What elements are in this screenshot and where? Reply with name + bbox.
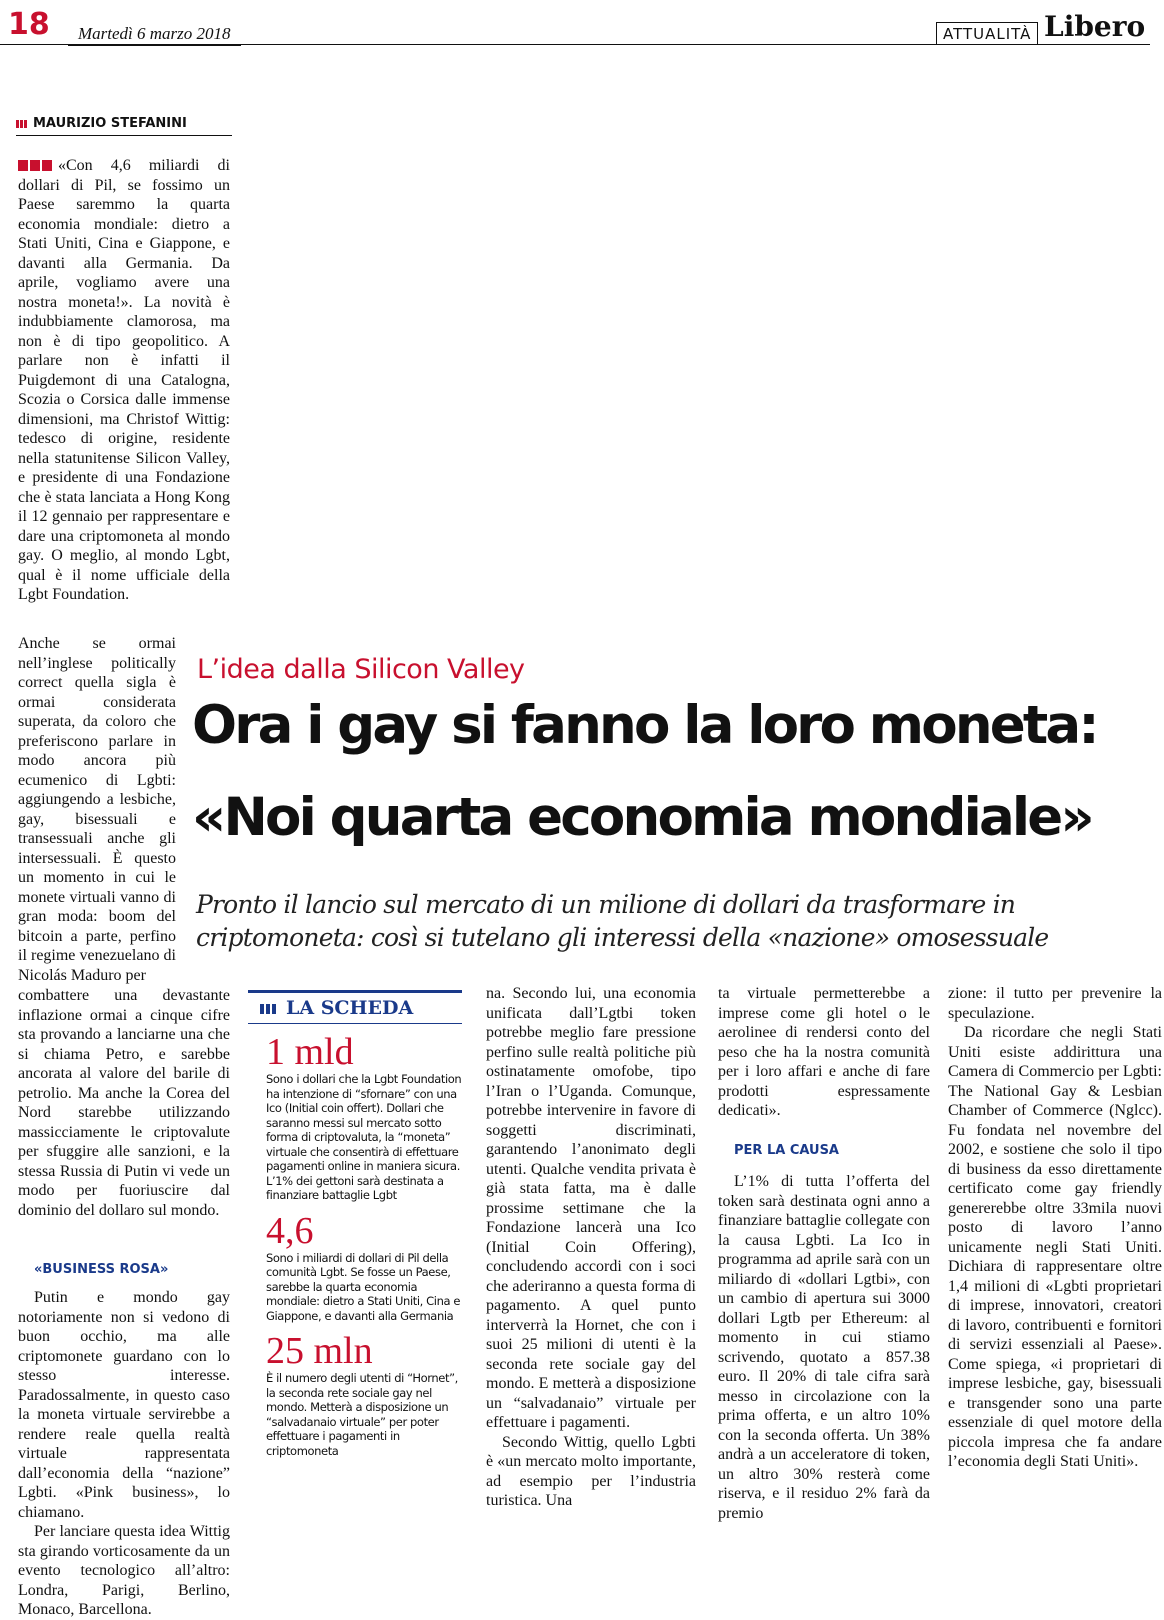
author-byline <box>16 116 232 136</box>
info-box-title-text: LA SCHEDA <box>286 997 414 1019</box>
body-column-5 <box>948 984 1162 1472</box>
stat-text: Sono i miliardi di dollari di Pil della comunità Lgbt. Se fosse un Paese, sarebbe la quarta economia mondiale: dietro a Stati Uniti, Cina e Giappone, e davanti alla Germania <box>266 1250 461 1323</box>
body-paragraph: L’1% di tutta l’offerta del token sarà destinata ogni anno a finanziare battaglie collegate con la causa Lgbti. La Ico in programma ad aprile sarà con un miliardo di «dollari Lgtbi», con un cambio di apertura sui 3000 dollari Lgtb per Ethereum: al momento in cui stiamo scrivendo, quotato a 857.38 euro. Il 20% di tale cifra sarà messo in circolazione con la prima offerta, e un altro 10% con la seconda offerta. Un 38% andrà a un acceleratore di token, un altro 30% resterà come riserva, e il residuo 2% farà da premio <box>718 1173 930 1522</box>
body-text: combattere una devastante inflazione ormai a cinque cifre sta provando a lanciarne una che si chiama Petro, e sarebbe ancorata al valore del barile di petrolio. Ma anche la Corea del Nord starebbe utilizzando massicciamente le criptovalute per sfuggire alle sanzioni, e la stessa Russia di Putin vi vede un modo per fuoriuscire dal dominio del dollaro sul mondo. <box>18 987 230 1219</box>
body-text: Anche se ormai nell’inglese politically correct quella sigla è ormai considerata superata, da coloro che preferiscono parlare in modo ancora più ecumenico di Lgbti: aggiungendo a lesbiche, gay, bisessuali e transessuali anche gli intersessuali. È questo un momento in cui le monete virtuali vanno di gran moda: boom del bitcoin a parte, perfino il regime venezuelano di Nicolás Maduro per <box>18 635 176 984</box>
deck: Pronto il lancio sul mercato di un milione di dollari da trasformare in criptomoneta: così si tutelano gli interessi della «nazione» omosessuale <box>196 890 1049 952</box>
stat-text: È il numero degli utenti di “Hornet”, la seconda rete sociale gay nel mondo. Metterà a disposizione un “salvadanaio virtuale” per poter effettuare i pagamenti in criptomoneta <box>266 1371 458 1458</box>
headline-line-1: Ora i gay si fanno la loro moneta: <box>192 695 1097 756</box>
subhead: «BUSINESS ROSA» <box>34 1262 169 1277</box>
body-column-1-middle <box>18 986 230 1220</box>
body-column-1-bottom <box>18 1288 230 1618</box>
subhead: PER LA CAUSA <box>734 1143 839 1158</box>
stat-number: 4,6 <box>266 1209 314 1252</box>
kicker: L’idea dalla Silicon Valley <box>197 654 525 685</box>
body-column-4-top <box>718 984 930 1121</box>
author-name: MAURIZIO STEFANINI <box>33 116 187 131</box>
body-paragraph: Putin e mondo gay notoriamente non si vedono di buon occhio, ma alle criptomonete guardano con lo stesso interesse. Paradossalmente, in questo caso la moneta virtuale servirebbe a rendere reale quella realtà virtuale rappresentata dall’economia della “nazione” Lgbti. «Pink business», lo chiamano. <box>18 1289 230 1521</box>
body-paragraph: ta virtuale permetterebbe a imprese come gli hotel o le aerolinee di rendersi conto del peso che ha la nostra comunità per i loro affari e anche di fare prodotti espressamente dedicati». <box>718 985 930 1119</box>
body-text: «Con 4,6 miliardi di dollari di Pil, se fossimo un Paese saremmo la quarta economia mondiale: dietro a Stati Uniti, Cina e Giappone, e davanti alla Germania. Da aprile, vogliamo avere una nostra moneta!». La novità è indubbiamente clamorosa, ma non è di tipo geopolitico. A parlare non è infatti il Puigdemont di una Catalogna, Scozia o Corsica dalle immense dimensioni, ma Christof Wittig: tedesco di origine, residente nella statunitense Silicon Valley, e presidente di una Fondazione che è stata lanciata a Hong Kong il 12 gennaio per rappresentare e dare una criptomoneta al mondo gay. O meglio, al mondo Lgbt, qual è il nome ufficiale della Lgbt Foundation. <box>18 157 230 603</box>
header-rule <box>0 44 1150 45</box>
lead-squares-icon <box>18 160 52 171</box>
stat-number: 25 mln <box>266 1330 373 1372</box>
body-column-4-bottom <box>718 1172 930 1600</box>
square-dots-icon <box>16 120 28 128</box>
body-column-1-top <box>18 156 230 605</box>
body-column-3 <box>486 984 696 1600</box>
info-box-title <box>248 990 462 1024</box>
page-number: 18 <box>8 7 50 42</box>
body-paragraph: Per lanciare questa idea Wittig sta girando vorticosamente da un evento tecnologico all’altro: Londra, Parigi, Berlino, Monaco, Barcellona. <box>18 1523 230 1618</box>
stat-item <box>248 1331 462 1458</box>
stat-item <box>248 1211 462 1324</box>
body-paragraph: na. Secondo lui, una economia unificata dall’Lgtbi token potrebbe meglio fare pressione perfino sulle realtà politiche più ostinatamente omofobe, tipo l’Iran o l’Uganda. Comunque, potrebbe intervenire in favore di soggetti discriminati, garantendo l’anonimato degli utenti. Qualche vendita privata è già stata fatta, ma è dalle prossime settimane che la Fondazione lancerà una Ico (Initial Coin Offering), concludendo accordi con i soci che aderiranno a questa forma di pagamento. A quel punto interverrà la Hornet, che con i suoi 25 milioni di utenti è la seconda rete sociale gay del mondo. E metterà a disposizione un “salvadanaio” virtuale per effettuare i pagamenti. <box>486 985 696 1431</box>
issue-date: Martedì 6 marzo 2018 <box>68 24 241 46</box>
info-box <box>248 990 462 1600</box>
stat-item <box>248 1032 462 1203</box>
body-paragraph: Secondo Wittig, quello Lgbti è «un mercato molto importante, ad esempio per l’industria turistica. Una <box>486 1433 696 1509</box>
body-column-1-narrow <box>18 634 176 985</box>
stat-number: 1 mld <box>266 1031 354 1073</box>
body-paragraph: Da ricordare che negli Stati Uniti esiste addirittura una Camera di Commercio per Lgbti: The National Gay & Lesbian Chamber of Commerce (Nglcc). Fu fondata nel novembre del 2002, e sostiene che solo il tipo di business da esso direttamente certificato come gay friendly genererebbe oltre 33mila nuovi posto di lavoro l’anno unicamente negli Stati Uniti. Dichiara di rappresentare oltre 1,4 milioni di «Lgbti proprietari di imprese, innovatori, creatori di lavoro, contribuenti e fornitori di servizi essenziali al Paese». Come spiega, «i proprietari di imprese lesbiche, gay, bisessuali e transgender sono una parte essenziale di quel motore della piccola impresa che fa andare l’economia degli Stati Uniti». <box>948 1024 1162 1470</box>
body-paragraph: zione: il tutto per prevenire la speculazione. <box>948 985 1162 1022</box>
headline-line-2: «Noi quarta economia mondiale» <box>192 787 1092 848</box>
section-label: ATTUALITÀ <box>936 22 1038 44</box>
newspaper-logo: Libero <box>1044 10 1146 43</box>
grid-dots-icon <box>260 1004 278 1014</box>
stat-text: Sono i dollari che la Lgbt Foundation ha intenzione di “sfornare” con una Ico (Initial coin offert). Dollari che saranno messi sul mercato sotto forma di criptovaluta, la “moneta” virtuale che consentirà di effettuare pagamenti online in maniera sicura. L’1% dei gettoni sarà destinata a finanziare battaglie Lgbt <box>266 1072 462 1202</box>
